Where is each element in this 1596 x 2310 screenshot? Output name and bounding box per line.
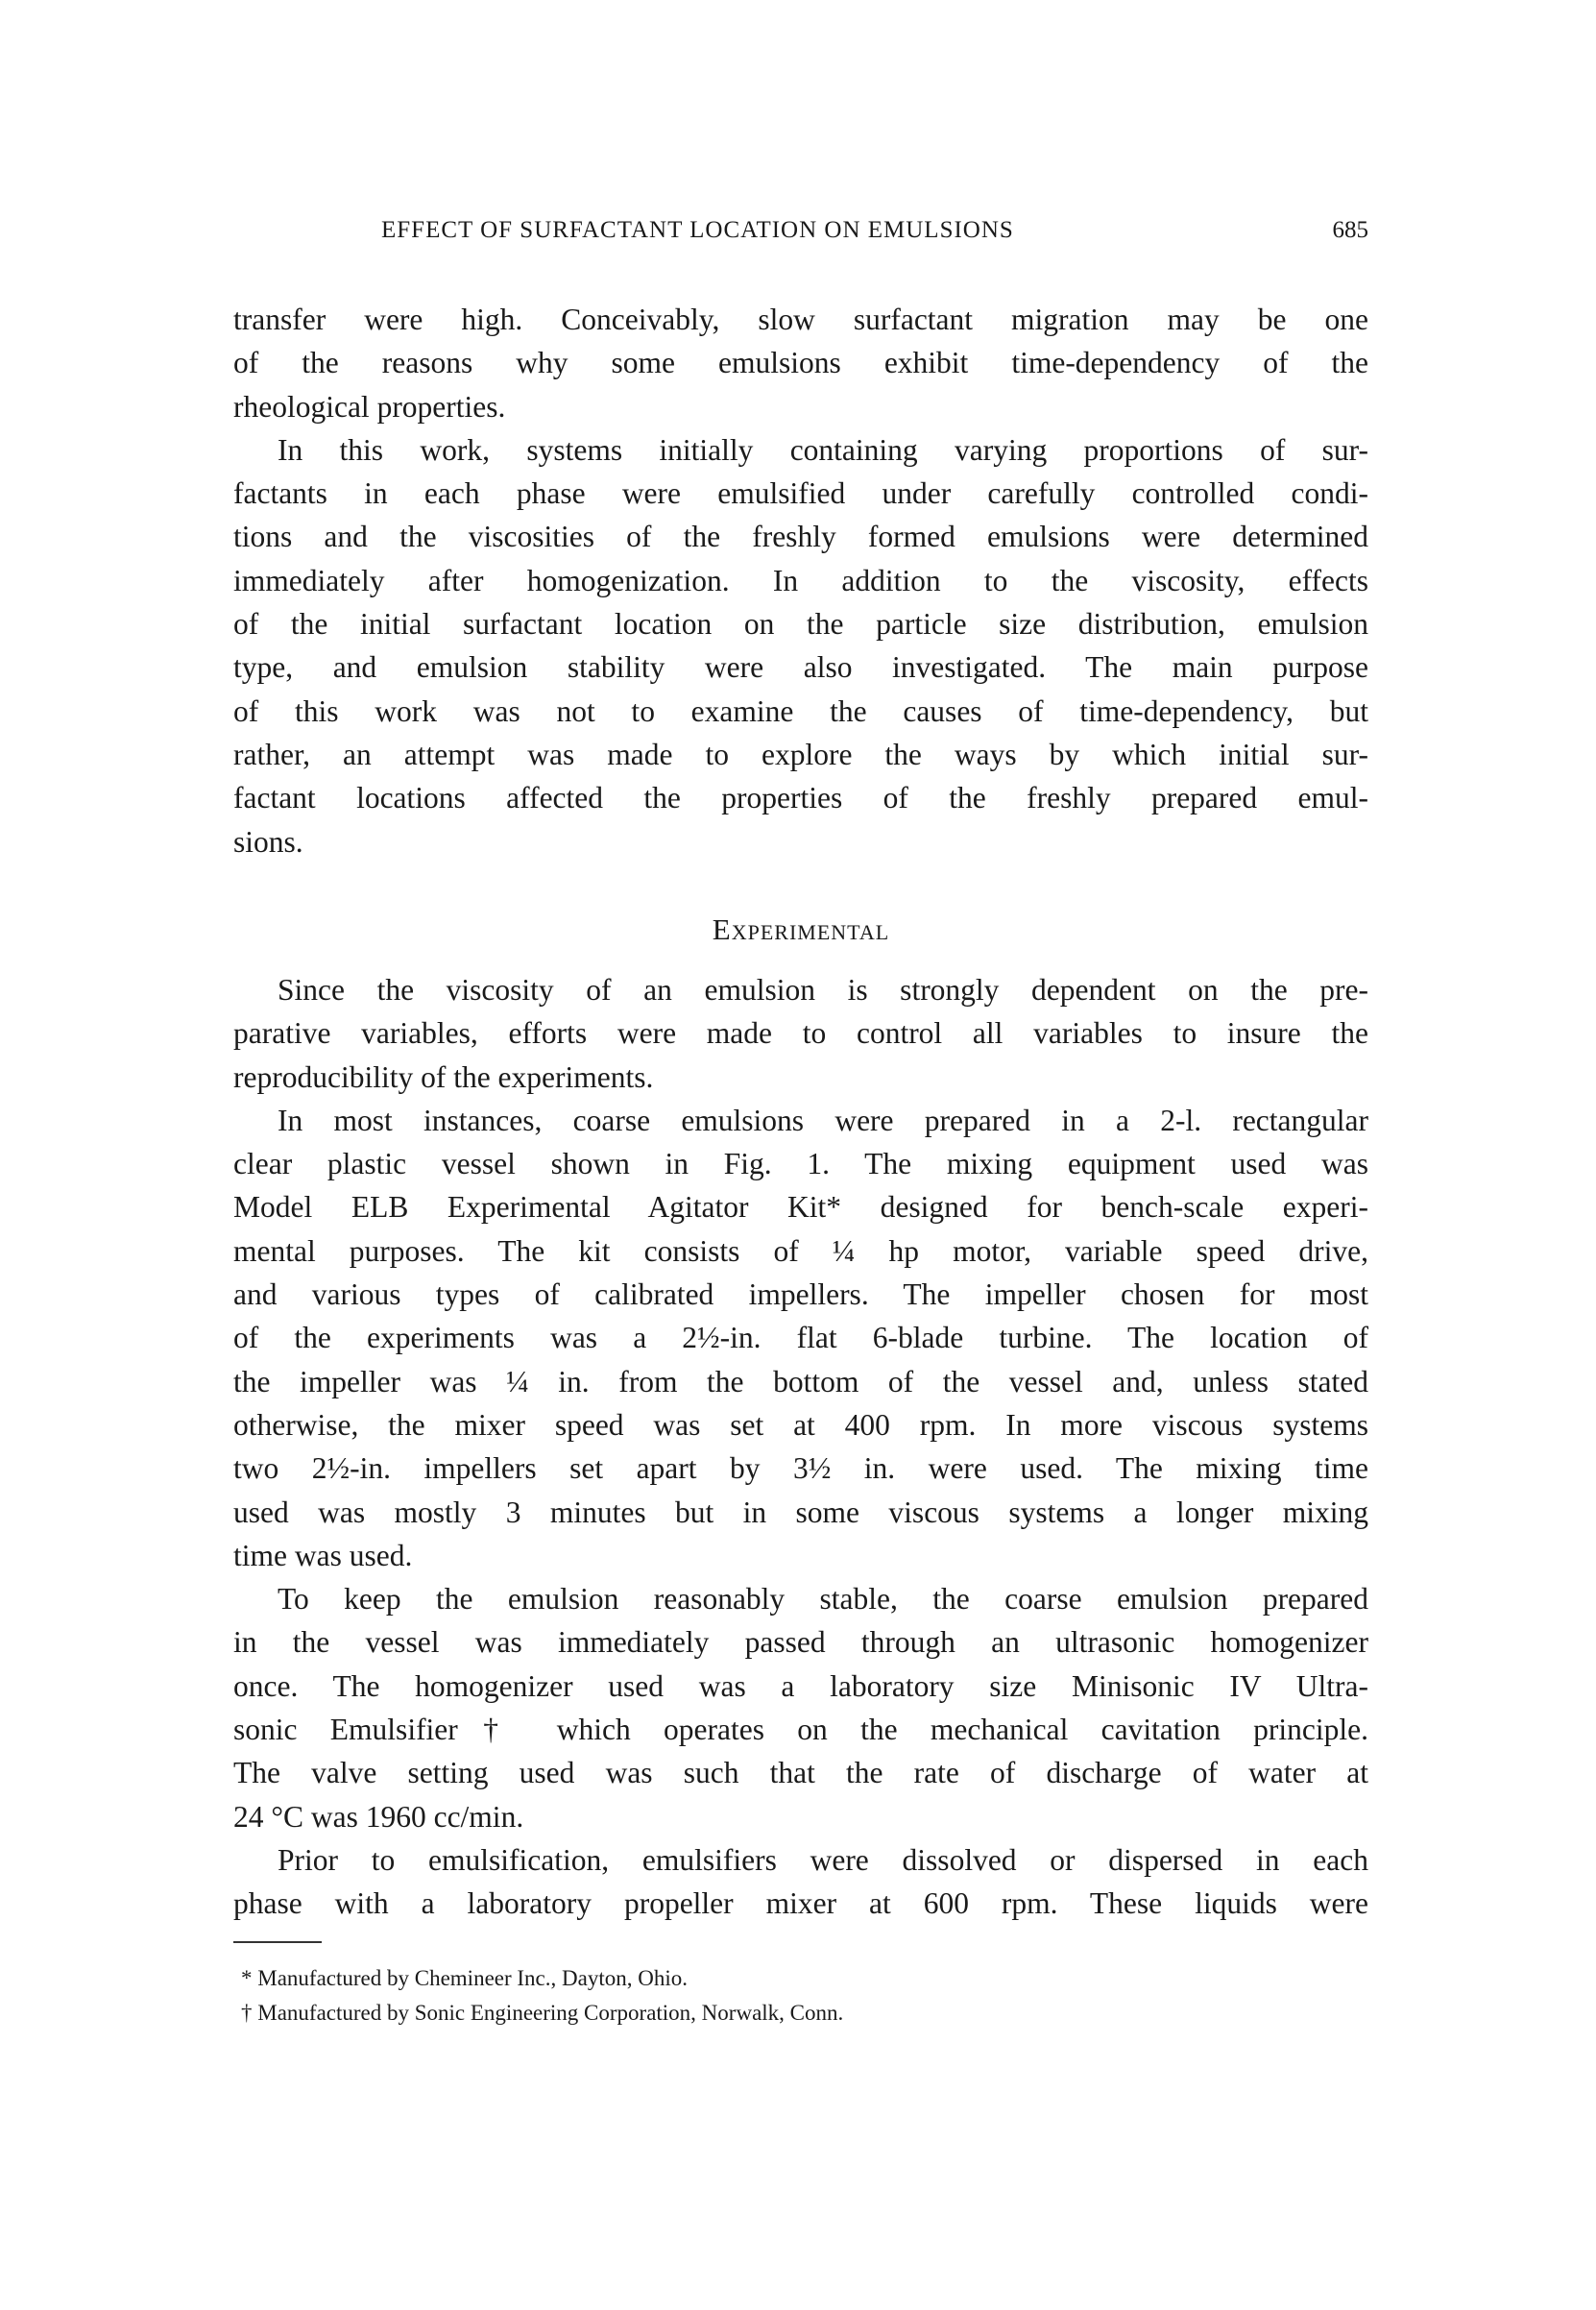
- paragraph: [233, 1577, 1368, 1838]
- page-number: 685: [1332, 217, 1368, 243]
- paragraph: [233, 1838, 1368, 1926]
- text-line: Since the viscosity of an emulsion is strongly dependent on the pre-: [278, 973, 1368, 1007]
- text-line: The valve setting used was such that the rate of discharge of water at: [233, 1756, 1368, 1790]
- text-line: sonic Emulsifier† which operates on the mechanical cavitation principle.: [233, 1713, 1368, 1747]
- text-line: once. The homogenizer used was a laboratory size Minisonic IV Ultra-: [233, 1668, 1368, 1703]
- text-line: otherwise, the mixer speed was set at 400 rpm. In more viscous systems: [233, 1407, 1368, 1442]
- text-line: mental purposes. The kit consists of ¼ hp motor, variable speed drive,: [233, 1233, 1368, 1268]
- running-title: EFFECT OF SURFACTANT LOCATION ON EMULSIONS: [381, 217, 1014, 243]
- text-line: Model ELB Experimental Agitator Kit* designed for bench-scale experi-: [233, 1190, 1368, 1225]
- text-line: two 2½-in. impellers set apart by 3½ in. were used. The mixing time: [233, 1451, 1368, 1486]
- text-line: 24 °C was 1960 cc/min.: [233, 1799, 524, 1834]
- text-line: the impeller was ¼ in. from the bottom of the vessel and, unless stated: [233, 1364, 1368, 1398]
- text-line: Prior to emulsification, emulsifiers were dissolved or dispersed in each: [278, 1842, 1368, 1877]
- text-line: parative variables, efforts were made to control all variables to insure the: [233, 1016, 1368, 1051]
- text-line: clear plastic vessel shown in Fig. 1. The mixing equipment used was: [233, 1147, 1368, 1181]
- paragraph: [233, 298, 1368, 428]
- paragraph-block-2: [233, 968, 1368, 1926]
- footnotes: [233, 1961, 1368, 2030]
- text-line: of this work was not to examine the causes of time-dependency, but: [233, 693, 1368, 728]
- text-line: In this work, systems initially containing varying proportions of sur-: [278, 432, 1368, 467]
- text-line: sions.: [233, 824, 303, 859]
- paragraph: [233, 428, 1368, 863]
- paragraph: [233, 1099, 1368, 1577]
- text-line: immediately after homogenization. In addition to the viscosity, effects: [233, 563, 1368, 597]
- text-line: To keep the emulsion reasonably stable, the coarse emulsion prepared: [278, 1582, 1368, 1617]
- text-line: rather, an attempt was made to explore the ways by which initial sur-: [233, 737, 1368, 771]
- text-line: of the reasons why some emulsions exhibit time-dependency of the: [233, 346, 1368, 380]
- text-line: type, and emulsion stability were also investigated. The main purpose: [233, 650, 1368, 685]
- text-line: transfer were high. Conceivably, slow surfactant migration may be one: [233, 303, 1368, 336]
- text-line: reproducibility of the experiments.: [233, 1059, 654, 1094]
- footnote-2: † Manufactured by Sonic Engineering Corporation, Norwalk, Conn.: [241, 2001, 844, 2025]
- running-header: [233, 217, 1368, 255]
- paragraph-block-1: [233, 298, 1368, 863]
- footnote-1: * Manufactured by Chemineer Inc., Dayton, Ohio.: [241, 1966, 688, 1990]
- paragraph: [233, 968, 1368, 1099]
- text-line: of the experiments was a 2½-in. flat 6-blade turbine. The location of: [233, 1321, 1368, 1355]
- text-line: factants in each phase were emulsified under carefully controlled condi-: [233, 476, 1368, 511]
- text-line: In most instances, coarse emulsions were prepared in a 2-l. rectangular: [278, 1103, 1368, 1137]
- text-line: rheological properties.: [233, 389, 506, 424]
- text-line: in the vessel was immediately passed through an ultrasonic homogenizer: [233, 1625, 1368, 1660]
- text-line: and various types of calibrated impellers. The impeller chosen for most: [233, 1277, 1368, 1312]
- text-line: tions and the viscosities of the freshly formed emulsions were determined: [233, 520, 1368, 554]
- text-line: time was used.: [233, 1538, 413, 1572]
- text-line: phase with a laboratory propeller mixer at 600 rpm. These liquids were: [233, 1886, 1368, 1921]
- text-line: of the initial surfactant location on the particle size distribution, emulsion: [233, 607, 1368, 642]
- text-line: factant locations affected the properties of the freshly prepared emul-: [233, 781, 1368, 815]
- footnote-rule: [233, 1941, 322, 1943]
- section-heading-experimental: Experimental: [712, 912, 890, 946]
- text-line: used was mostly 3 minutes but in some viscous systems a longer mixing: [233, 1495, 1368, 1529]
